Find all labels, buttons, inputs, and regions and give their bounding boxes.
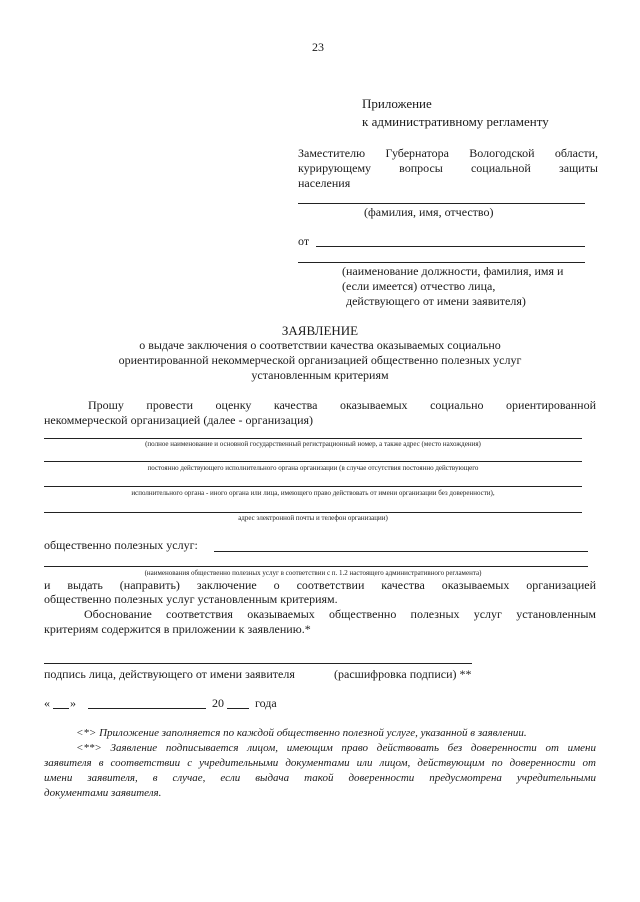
justification-line-1: Обоснование соответствия оказываемых общественно полезных услуг установленным xyxy=(84,607,596,621)
org-name-line[interactable] xyxy=(44,438,582,439)
title-line-2: ориентированной некоммерческой организацией общественно полезных услуг xyxy=(118,353,522,367)
services-line-2[interactable] xyxy=(44,566,588,567)
addressee-line-3: населения xyxy=(298,176,351,190)
from-line[interactable] xyxy=(316,246,585,247)
signature-caption: подпись лица, действующего от имени заявителя xyxy=(44,667,295,681)
request-line-1: Прошу провести оценку качества оказываемых социально ориентированной xyxy=(88,398,596,412)
from-label: от xyxy=(298,234,310,248)
services-caption: (наименования общественно полезных услуг в соответствии с п. 1.2 настоящего административного регламента) xyxy=(144,569,482,577)
from-line-2[interactable] xyxy=(298,262,585,263)
position-caption-2: (если имеется) отчество лица, xyxy=(342,279,496,293)
footnote-2-line-2: заявителя в соответствии с учредительными документами или лицом, действующим по доверенности от xyxy=(44,757,596,769)
signature-line[interactable] xyxy=(44,663,472,664)
org-caption-4: адрес электронной почты и телефон организации) xyxy=(238,514,388,522)
footnote-2-line-4: документами заявителя. xyxy=(44,787,162,799)
request-line-2: некоммерческой организацией (далее - организация) xyxy=(44,413,314,427)
date-open-quote: « xyxy=(44,696,50,710)
date-year-prefix: 20 xyxy=(212,696,224,710)
date-close-quote: » xyxy=(70,696,76,710)
title-line-3: установленным критериям xyxy=(251,368,389,382)
issue-line-1: и выдать (направить) заключение о соответствии качества оказываемых организацией xyxy=(44,578,596,592)
addressee-line-2: курирующему вопросы социальной защиты xyxy=(298,161,598,175)
addressee-line-1: Заместителю Губернатора Вологодской области, xyxy=(298,146,598,160)
position-caption-1: (наименование должности, фамилия, имя и xyxy=(342,264,564,278)
position-caption-3: действующего от имени заявителя) xyxy=(346,294,526,308)
justification-line-2: критериям содержится в приложении к заявлению.* xyxy=(44,622,311,636)
title-line-1: о выдаче заключения о соответствии качества оказываемых социально xyxy=(139,338,501,352)
services-line[interactable] xyxy=(214,551,588,552)
appendix-subtitle: к административному регламенту xyxy=(362,114,549,129)
appendix-title: Приложение xyxy=(362,96,432,111)
footnote-2-line-3: имени заявителя, в случае, если выдача такой доверенности предусмотрена учредительными xyxy=(44,772,596,784)
org-contacts-line[interactable] xyxy=(44,512,582,513)
signature-decoding-caption: (расшифровка подписи) ** xyxy=(334,667,472,681)
page-number: 23 xyxy=(312,40,324,54)
org-other-body-line[interactable] xyxy=(44,486,582,487)
date-year-line[interactable] xyxy=(227,708,249,709)
date-month-line[interactable] xyxy=(88,708,206,709)
issue-line-2: общественно полезных услуг установленным критериям. xyxy=(44,592,338,606)
fio-caption: (фамилия, имя, отчество) xyxy=(364,205,494,219)
org-caption-1: (полное наименование и основной государственный регистрационный номер, а также адрес (место нахождения) xyxy=(145,440,481,448)
date-day-line[interactable] xyxy=(53,708,69,709)
org-executive-line[interactable] xyxy=(44,461,582,462)
org-caption-3: исполнительного органа - иного органа или лица, имеющего право действовать от имени организации без доверенности), xyxy=(131,489,495,497)
document-title: ЗАЯВЛЕНИЕ xyxy=(281,323,359,338)
date-year-suffix: года xyxy=(255,696,277,710)
footnote-2-line-1: <**> Заявление подписывается лицом, имеющим право действовать без доверенности от имени xyxy=(76,742,596,754)
footnote-1: <*> Приложение заполняется по каждой общественно полезной услуге, указанной в заявлении. xyxy=(76,727,527,739)
org-caption-2: постоянно действующего исполнительного органа организации (в случае отсутствия постоянно действующего xyxy=(147,464,479,472)
services-label: общественно полезных услуг: xyxy=(44,538,198,552)
fio-line[interactable] xyxy=(298,203,585,204)
